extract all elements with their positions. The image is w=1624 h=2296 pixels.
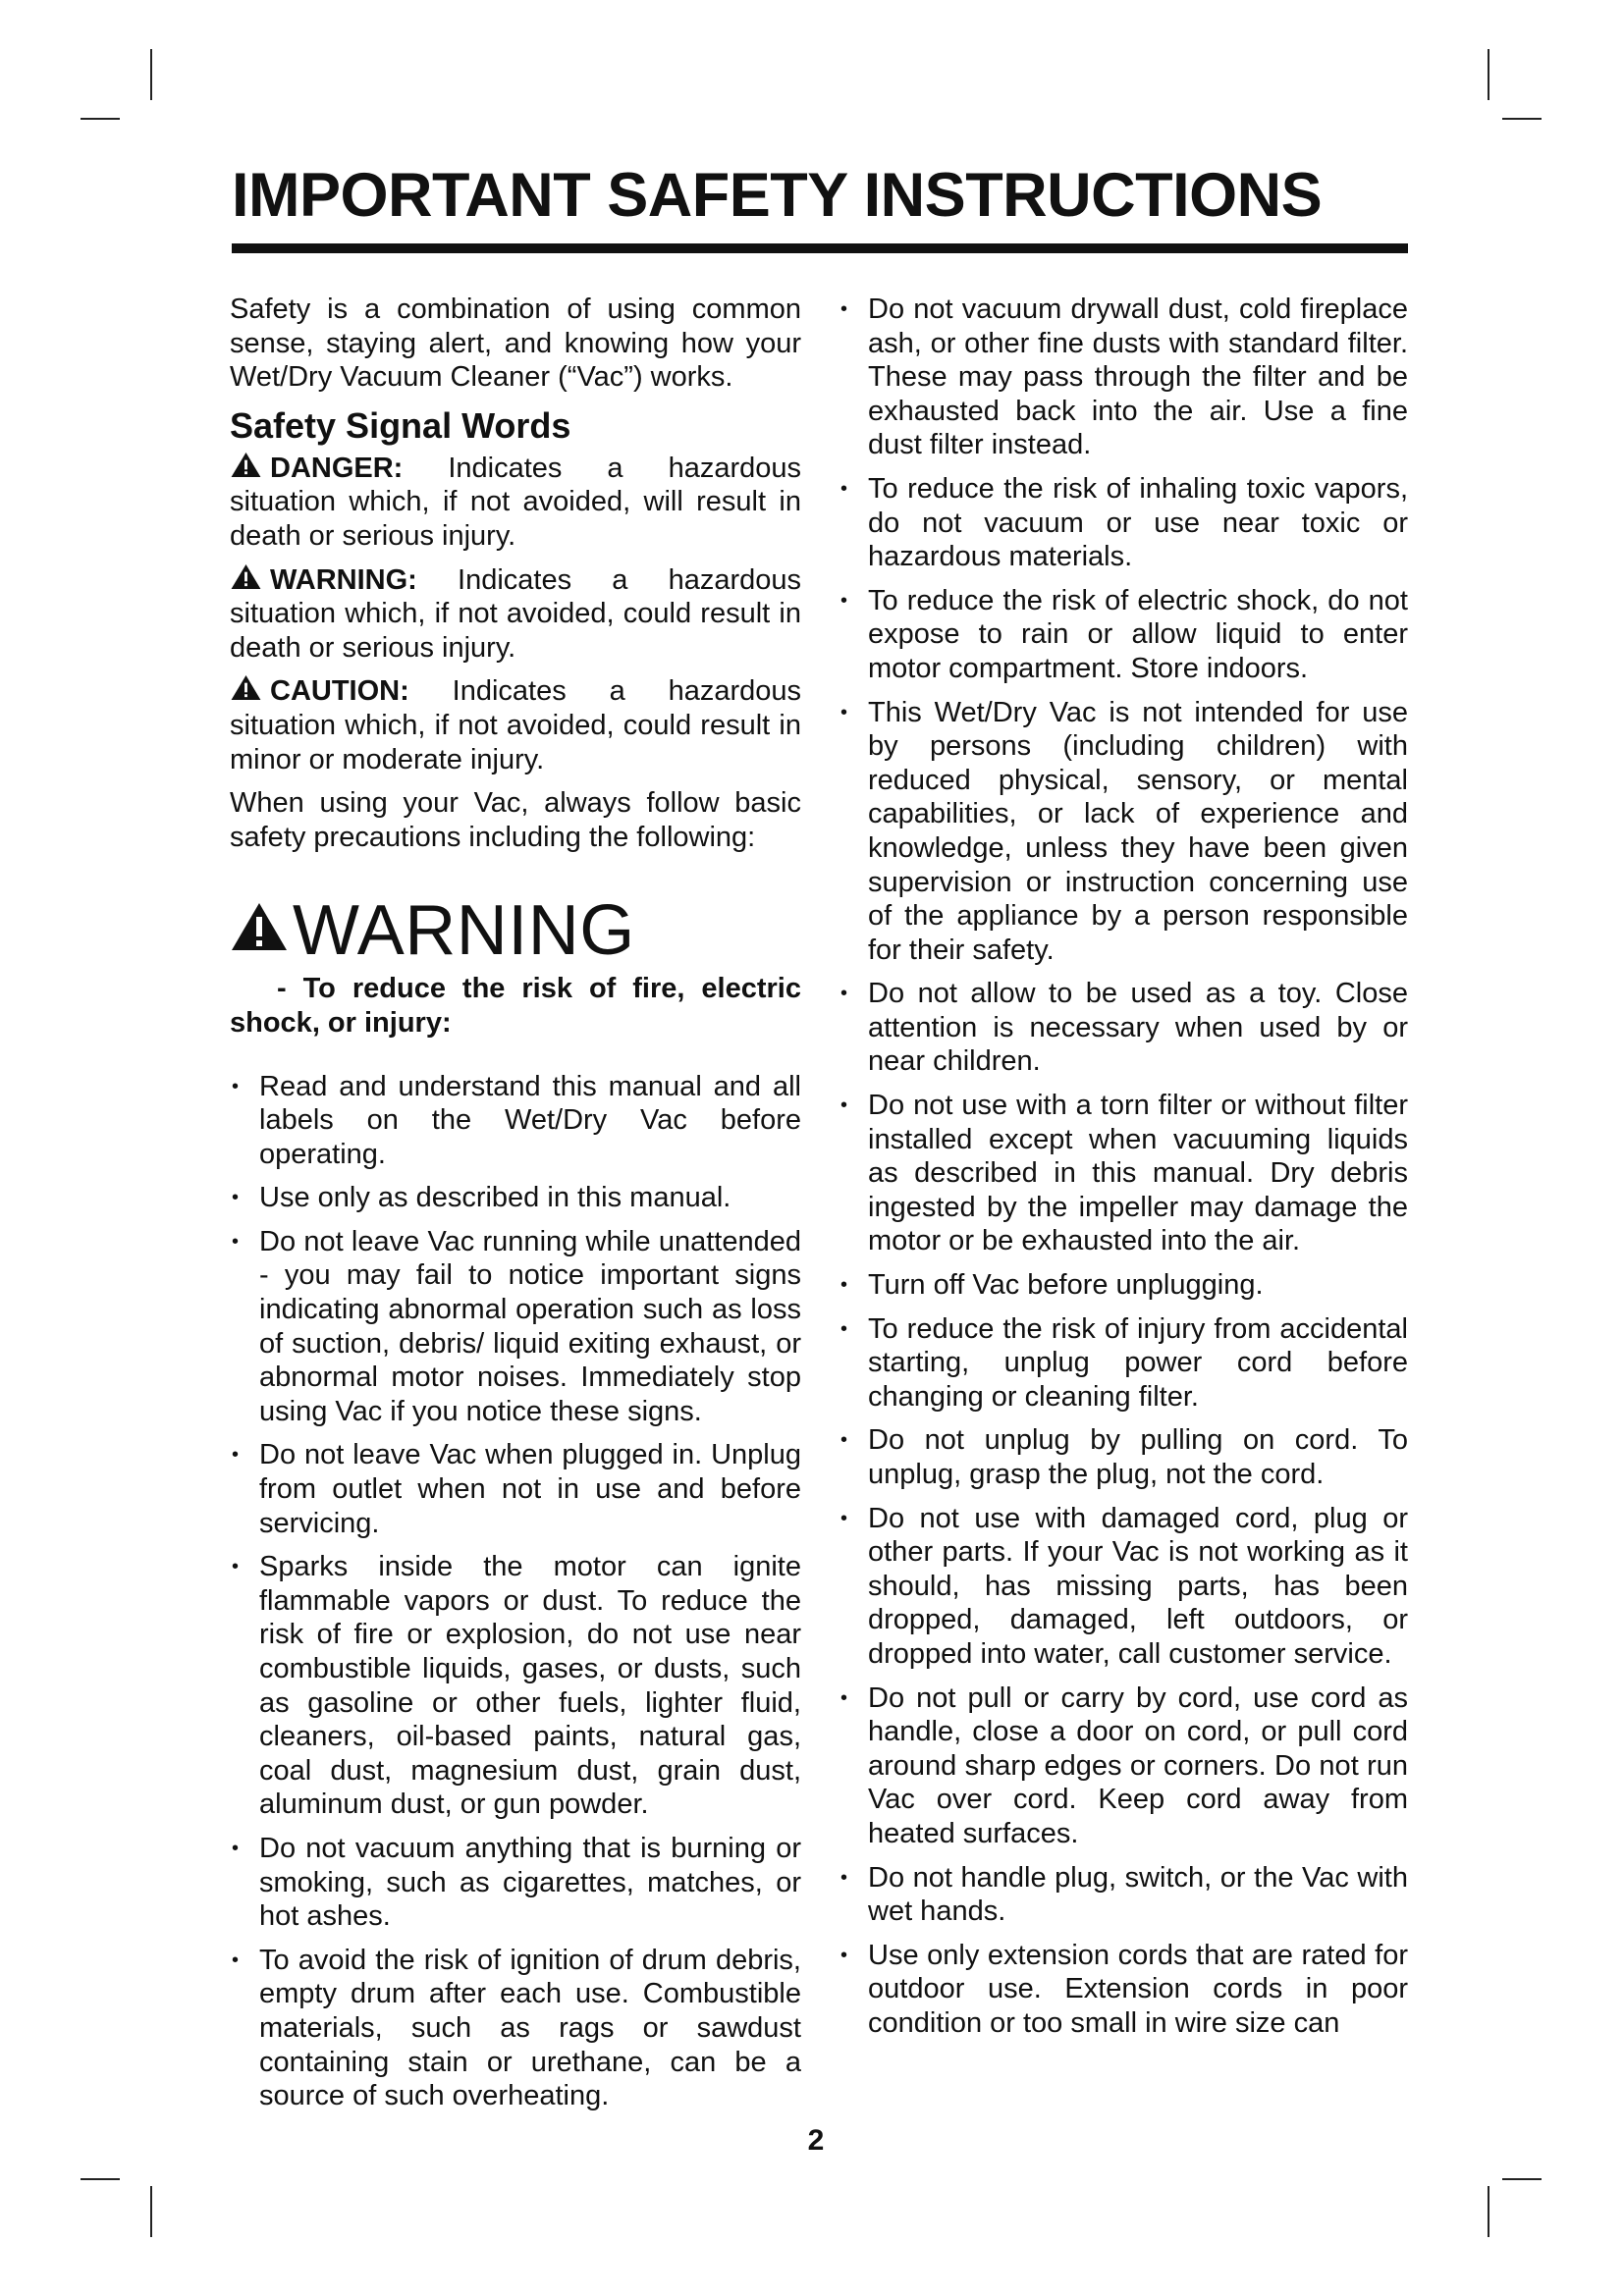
intro-paragraph: Safety is a combination of using common sense, staying alert, and knowing how your Wet/Dry Vacuum Cleaner (“Vac”) works. bbox=[230, 294, 801, 394]
list-item: • Do not leave Vac when plugged in. Unplug from outlet when not in use and before servicing. bbox=[230, 1438, 801, 1540]
crop-mark-top-left-h bbox=[81, 118, 120, 120]
right-column bbox=[839, 293, 1408, 2051]
list-item: • Sparks inside the motor can ignite flammable vapors or dust. To reduce the risk of fire or explosion, do not use near combustible liquids, gases, or dusts, such as gasoline or other fuels, lighter fluid, cleaners, oil-based paints, natural gas, coal dust, magnesium dust, grain dust, aluminum dust, or gun powder. bbox=[230, 1550, 801, 1822]
list-item: • Do not allow to be used as a toy. Close attention is necessary when used by or near children. bbox=[839, 977, 1408, 1079]
list-item: • Use only as described in this manual. bbox=[230, 1181, 801, 1215]
list-item: • Turn off Vac before unplugging. bbox=[839, 1268, 1408, 1303]
warning-triangle-icon bbox=[230, 563, 262, 590]
signal-text-danger: Indicates a hazardous situation which, if not avoided, will result in death or serious injury. bbox=[230, 452, 801, 552]
crop-mark-top-left-v bbox=[150, 49, 152, 100]
signal-text-caution: Indicates a hazardous situation which, if not avoided, could result in minor or moderate injury. bbox=[230, 675, 801, 775]
list-item: • Do not leave Vac running while unattended - you may fail to notice important signs indicating abnormal operation such as loss of suction, debris/ liquid exiting exhaust, or abnormal motor noises. Immediately stop using Vac if you notice these signs. bbox=[230, 1225, 801, 1429]
title-rule bbox=[232, 243, 1408, 253]
list-item: • Read and understand this manual and all labels on the Wet/Dry Vac before operating. bbox=[230, 1070, 801, 1172]
list-item: • To reduce the risk of electric shock, do not expose to rain or allow liquid to enter motor compartment. Store indoors. bbox=[839, 584, 1408, 686]
right-bullet-list bbox=[839, 293, 1408, 2041]
crop-mark-bottom-right-v bbox=[1488, 2186, 1489, 2237]
signal-word-warning: WARNING: bbox=[270, 563, 417, 596]
page-title: IMPORTANT SAFETY INSTRUCTIONS bbox=[232, 161, 1323, 230]
crop-mark-top-right-v bbox=[1488, 49, 1489, 100]
list-item: • Do not handle plug, switch, or the Vac with wet hands. bbox=[839, 1861, 1408, 1929]
signal-warning bbox=[230, 563, 801, 666]
list-item: • Do not vacuum anything that is burning or smoking, such as cigarettes, matches, or hot ashes. bbox=[230, 1832, 801, 1934]
signal-danger bbox=[230, 452, 801, 554]
crop-mark-bottom-left-h bbox=[81, 2178, 120, 2180]
list-item: • To reduce the risk of injury from accidental starting, unplug power cord before changing or cleaning filter. bbox=[839, 1312, 1408, 1415]
warning-triangle-icon bbox=[230, 674, 262, 701]
list-item: • Do not use with damaged cord, plug or other parts. If your Vac is not working as it should, has missing parts, has been dropped, damaged, left outdoors, or dropped into water, call customer service. bbox=[839, 1502, 1408, 1672]
list-item: • Do not use with a torn filter or without filter installed except when vacuuming liquids as described in this manual. Dry debris ingested by the impeller may damage the motor or be exhausted into the air. bbox=[839, 1089, 1408, 1258]
list-item: • Do not unplug by pulling on cord. To unplug, grasp the plug, not the cord. bbox=[839, 1423, 1408, 1491]
signal-text-warning: Indicates a hazardous situation which, if not avoided, could result in death or serious injury. bbox=[230, 563, 801, 664]
page-number: 2 bbox=[807, 2124, 825, 2157]
list-item: • Do not vacuum drywall dust, cold fireplace ash, or other fine dusts with standard filter. These may pass through the filter and be exhausted back into the air. Use a fine dust filter instead. bbox=[839, 293, 1408, 462]
signal-word-danger: DANGER: bbox=[270, 452, 404, 484]
left-bullet-list bbox=[230, 1070, 801, 2113]
list-item: • To reduce the risk of inhaling toxic vapors, do not vacuum or use near toxic or hazardous materials. bbox=[839, 472, 1408, 574]
warning-triangle-icon bbox=[230, 901, 289, 952]
left-column bbox=[230, 293, 801, 2123]
crop-mark-bottom-right-h bbox=[1502, 2178, 1542, 2180]
list-item: • Do not pull or carry by cord, use cord as handle, close a door on cord, or pull cord around sharp edges or corners. Do not run Vac over cord. Keep cord away from heated surfaces. bbox=[839, 1682, 1408, 1851]
crop-mark-top-right-h bbox=[1502, 118, 1542, 120]
precautions-intro: When using your Vac, always follow basic safety precautions including the following: bbox=[230, 787, 801, 853]
warning-banner bbox=[230, 891, 801, 971]
list-item: • To avoid the risk of ignition of drum debris, empty drum after each use. Combustible materials, such as rags or sawdust containing stain or urethane, can be a source of such overheating. bbox=[230, 1944, 801, 2113]
warning-subtitle: - To reduce the risk of fire, electric shock, or injury: bbox=[230, 973, 801, 1039]
signal-caution bbox=[230, 674, 801, 776]
warning-triangle-icon bbox=[230, 452, 262, 478]
signal-words-heading: Safety Signal Words bbox=[230, 404, 571, 446]
crop-mark-bottom-left-v bbox=[150, 2186, 152, 2237]
warning-title: WARNING bbox=[293, 891, 635, 971]
list-item: • Use only extension cords that are rated for outdoor use. Extension cords in poor condition or too small in wire size can bbox=[839, 1939, 1408, 2041]
list-item: • This Wet/Dry Vac is not intended for use by persons (including children) with reduced physical, sensory, or mental capabilities, or lack of experience and knowledge, unless they have been given supervision or instruction concerning use of the appliance by a person responsible for their safety. bbox=[839, 696, 1408, 968]
signal-word-caution: CAUTION: bbox=[270, 675, 409, 708]
